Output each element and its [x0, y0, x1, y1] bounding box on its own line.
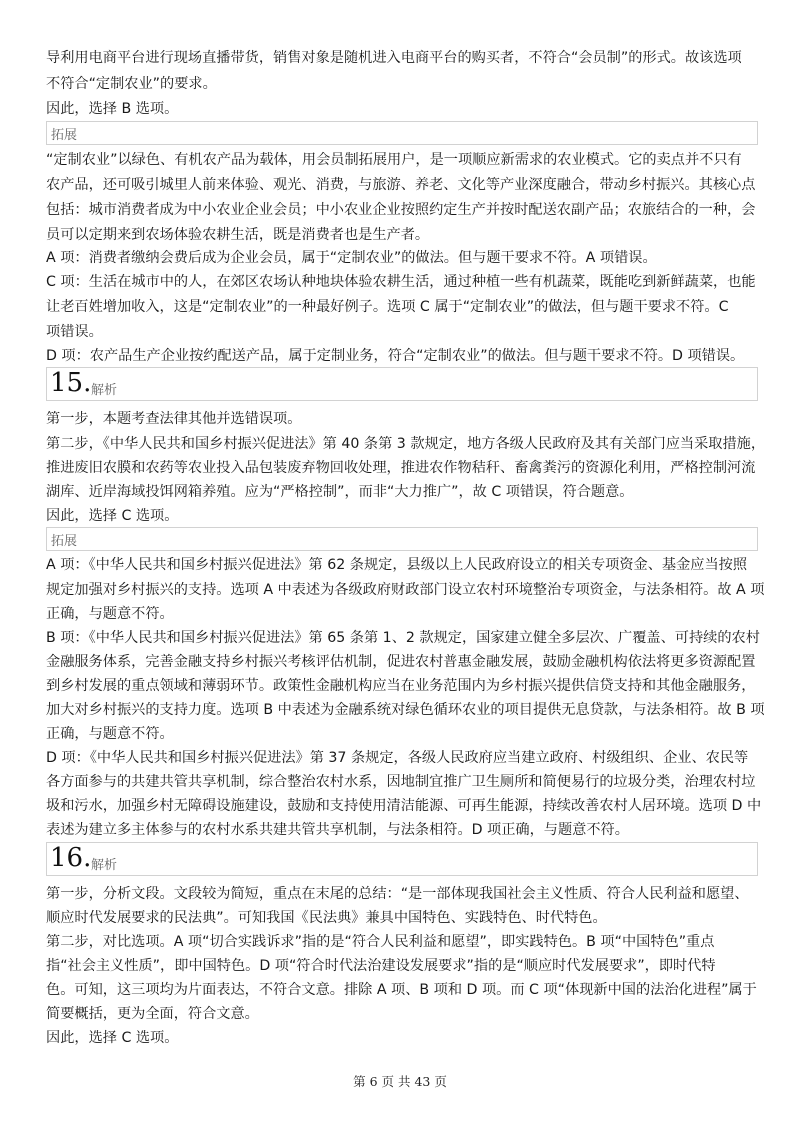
text-line: A 项：《中华人民共和国乡村振兴促进法》第 62 条规定，县级以上人民政府设立的相关专项资金、基金应当按照 [46, 557, 748, 573]
analysis-label: 解析 [91, 383, 118, 398]
extension-label: 拓展 [51, 534, 78, 549]
text-line: 因此，选择 C 选项。 [46, 508, 179, 524]
text-line: 农产品，还可吸引城里人前来体验、观光、消费，与旅游、养老、文化等产业深度融合，带动乡村振兴。其核心点 [46, 177, 756, 193]
text-line: 导利用电商平台进行现场直播带货，销售对象是随机进入电商平台的购买者，不符合“会员制”的形式。故该选项 [46, 50, 742, 66]
extension-header [46, 527, 758, 551]
text-line: 到乡村发展的重点领域和薄弱环节。政策性金融机构应当在业务范围内为乡村振兴提供信贷支持和其他金融服务， [46, 678, 756, 694]
text-line: C 项：生活在城市中的人，在郊区农场认种地块体验农耕生活，通过种植一些有机蔬菜，既能吃到新鲜蔬菜，也能 [46, 274, 756, 290]
text-line: A 项：消费者缴纳会费后成为企业会员，属于“定制农业”的做法。但与题干要求不符。A 项错误。 [46, 250, 657, 266]
text-line: 正确，与题意不符。 [46, 726, 174, 742]
question-header [46, 367, 758, 401]
text-line: 色。可知，这三项均为片面表达，不符合文意。排除 A 项、B 项和 D 项。而 C 项“体现新中国的法治化进程”属于 [46, 982, 757, 998]
text-line: D 项：《中华人民共和国乡村振兴促进法》第 37 条规定，各级人民政府应当建立政府、村级组织、企业、农民等 [46, 750, 749, 766]
text-line: 项错误。 [46, 324, 103, 340]
text-line: 简要概括，更为全面，符合文意。 [46, 1006, 259, 1022]
text-line: 推进废旧农膜和农药等农业投入品包装废弃物回收处理，推进农作物秸秆、畜禽粪污的资源化利用，严格控制河流 [46, 460, 756, 476]
question-number: 16. [50, 843, 92, 873]
text-line: 包括：城市消费者成为中小农业企业会员；中小农业企业按照约定生产并按时配送农副产品；农旅结合的一种，会 [46, 202, 756, 218]
text-line: 让老百姓增加收入，这是“定制农业”的一种最好例子。选项 C 属于“定制农业”的做法，但与题干要求不符。C [46, 299, 729, 315]
text-line: 金融服务体系，完善金融支持乡村振兴考核评估机制，促进农村普惠金融发展，鼓励金融机构依法将更多资源配置 [46, 654, 756, 670]
text-line: “定制农业”以绿色、有机农产品为载体，用会员制拓展用户，是一项顺应新需求的农业模式。它的卖点并不只有 [46, 152, 742, 168]
extension-header [46, 121, 758, 145]
text-line: 各方面参与的共建共管共享机制，综合整治农村水系，因地制宜推广卫生厕所和简便易行的垃圾分类，治理农村垃 [46, 774, 756, 790]
text-line: D 项：农产品生产企业按约配送产品，属于定制业务，符合“定制农业”的做法。但与题干要求不符。D 项错误。 [46, 348, 745, 364]
analysis-label: 解析 [91, 858, 118, 873]
extension-label: 拓展 [51, 128, 78, 143]
text-line: 不符合“定制农业”的要求。 [46, 76, 217, 92]
question-header [46, 842, 758, 876]
text-line: 因此，选择 C 选项。 [46, 1030, 179, 1046]
text-line: 顺应时代发展要求的民法典”。可知我国《民法典》兼具中国特色、实践特色、时代特色。 [46, 910, 607, 926]
text-line: B 项：《中华人民共和国乡村振兴促进法》第 65 条第 1、2 款规定，国家建立健全多层次、广覆盖、可持续的农村 [46, 630, 760, 646]
text-line: 第二步，《中华人民共和国乡村振兴促进法》第 40 条第 3 款规定，地方各级人民政府及其有关部门应当采取措施， [46, 436, 766, 452]
text-line: 指“社会主义性质”，即中国特色。D 项“符合时代法治建设发展要求”指的是“顺应时代发展要求”，即时代特 [46, 958, 716, 974]
question-number: 15. [50, 368, 92, 398]
text-line: 圾和污水，加强乡村无障碍设施建设，鼓励和支持使用清洁能源、可再生能源，持续改善农村人居环境。选项 D 中 [46, 798, 762, 814]
text-line: 第二步，对比选项。A 项“切合实践诉求”指的是“符合人民利益和愿望”，即实践特色。B 项“中国特色”重点 [46, 934, 715, 950]
page-footer: 第 6 页 共 43 页 [353, 1074, 447, 1089]
text-line: 因此，选择 B 选项。 [46, 101, 179, 117]
text-line: 规定加强对乡村振兴的支持。选项 A 中表述为各级政府财政部门设立农村环境整治专项资金，与法条相符。故 A 项 [46, 582, 765, 598]
text-line: 正确，与题意不符。 [46, 606, 174, 622]
text-line: 员可以定期来到农场体验农耕生活，既是消费者也是生产者。 [46, 227, 430, 243]
text-line: 湖库、近岸海域投饵网箱养殖。应为“严格控制”，而非“大力推广”，故 C 项错误，符合题意。 [46, 484, 634, 500]
text-line: 表述为建立多主体参与的农村水系共建共管共享机制，与法条相符。D 项正确，与题意不符。 [46, 822, 629, 838]
text-line: 第一步，分析文段。文段较为简短，重点在末尾的总结：“是一部体现我国社会主义性质、符合人民利益和愿望、 [46, 886, 749, 902]
text-line: 加大对乡村振兴的支持力度。选项 B 中表述为金融系统对绿色循环农业的项目提供无息贷款，与法条相符。故 B 项 [46, 702, 765, 718]
text-line: 第一步，本题考查法律其他并选错误项。 [46, 411, 302, 427]
